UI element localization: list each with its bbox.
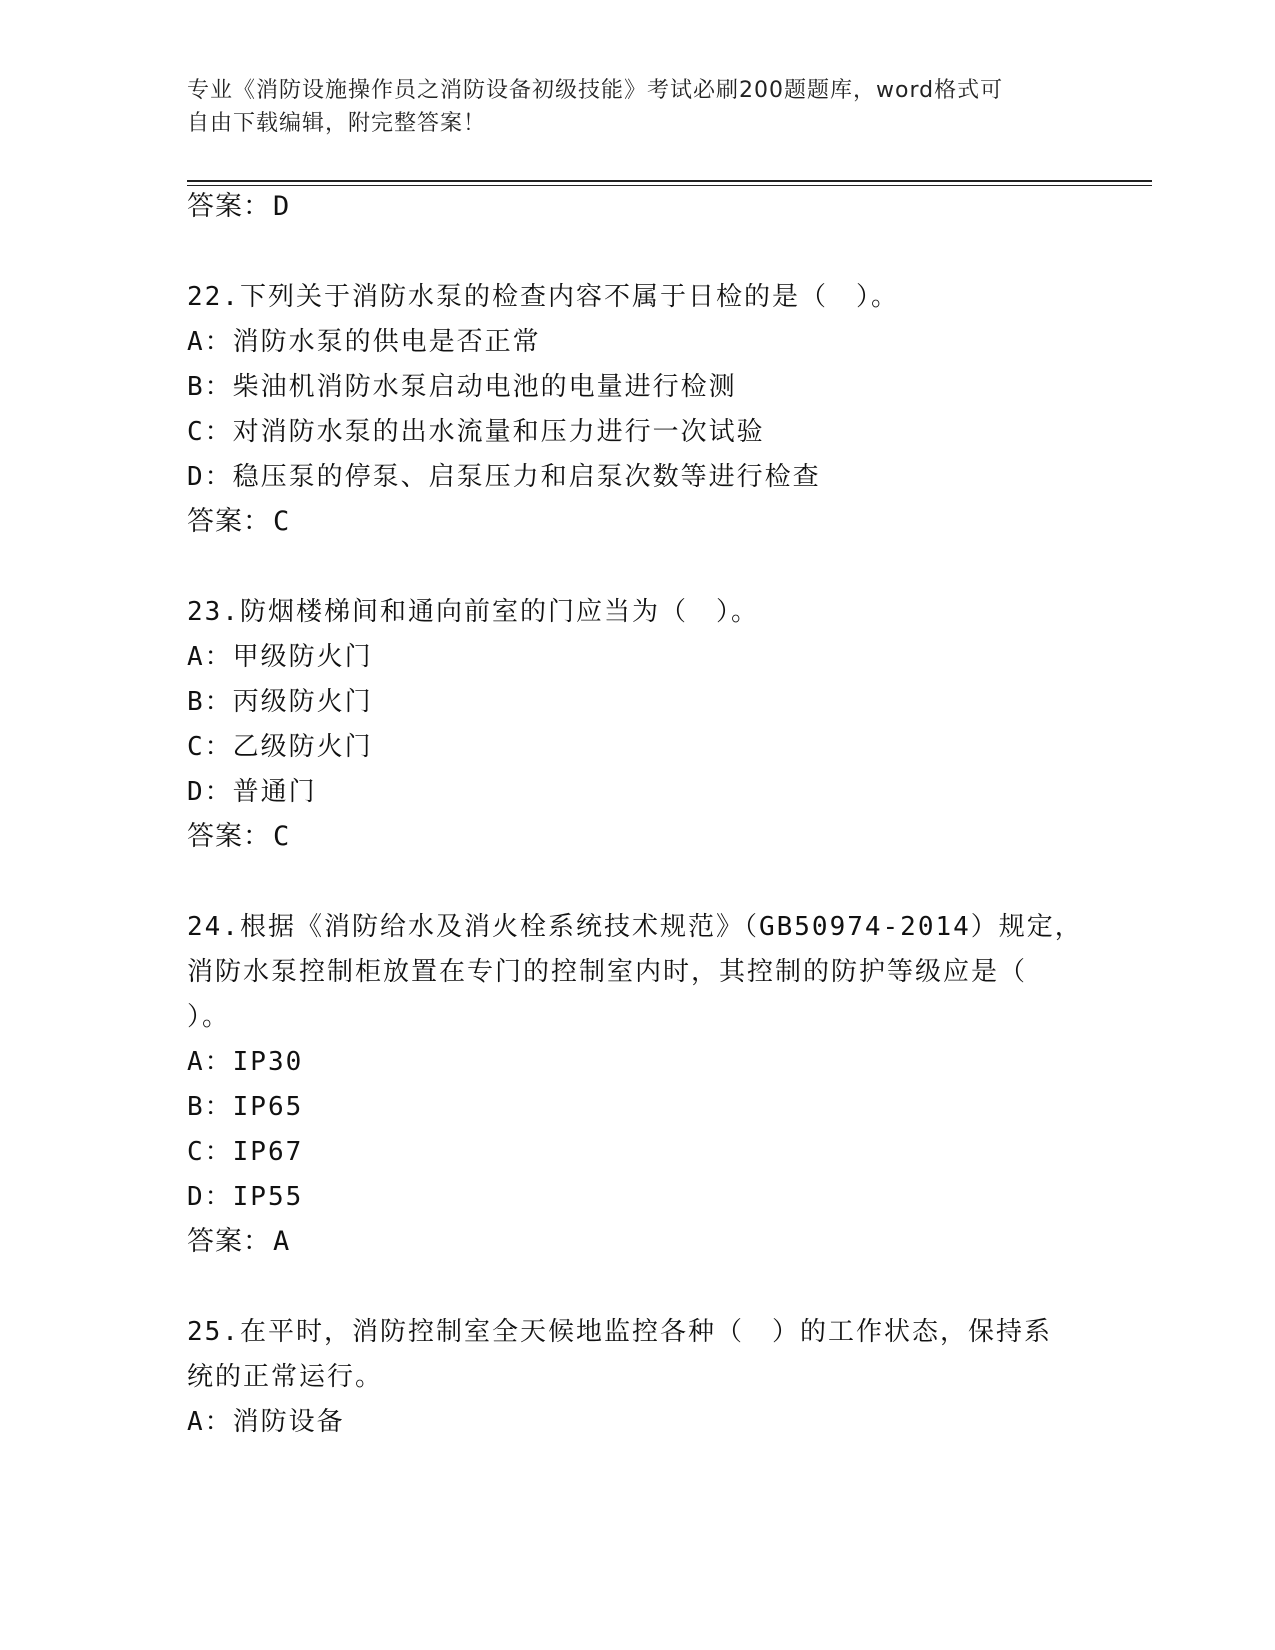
answer-q24 [187, 1225, 290, 1259]
question-25-text-line-2: 统的正常运行。 [187, 1362, 384, 1392]
question-24-text-line-2: 消防水泵控制柜放置在专门的控制室内时，其控制的防护等级应是（ [187, 957, 1028, 987]
question-25-option-a: A：消防设备 [187, 1407, 345, 1437]
question-23-option-a: A：甲级防火门 [187, 642, 373, 672]
answer-value: C [273, 821, 291, 852]
question-24-option-c: C：IP67 [187, 1137, 304, 1167]
question-23-text: 23.防烟楼梯间和通向前室的门应当为（ ）。 [187, 597, 759, 627]
header-divider-thick [187, 180, 1152, 182]
question-24-text-line-1: 24.根据《消防给水及消火栓系统技术规范》（GB50974-2014）规定， [187, 912, 1083, 942]
question-23-option-b: B：丙级防火门 [187, 687, 373, 717]
question-23-option-d: D：普通门 [187, 777, 317, 807]
question-25-text-line-1: 25.在平时，消防控制室全天候地监控各种（ ）的工作状态，保持系 [187, 1317, 1052, 1347]
answer-label: 答案： [187, 1226, 271, 1257]
document-header [187, 74, 1067, 140]
question-24-option-d: D：IP55 [187, 1182, 304, 1212]
answer-label: 答案： [187, 191, 271, 222]
answer-q22 [187, 505, 290, 539]
question-23-option-c: C：乙级防火门 [187, 732, 373, 762]
question-24-text-line-3: ）。 [187, 1002, 231, 1032]
question-22-text: 22.下列关于消防水泵的检查内容不属于日检的是（ ）。 [187, 282, 899, 312]
answer-value: C [273, 506, 291, 537]
answer-label: 答案： [187, 506, 271, 537]
question-22-option-b: B：柴油机消防水泵启动电池的电量进行检测 [187, 372, 737, 402]
header-line-1: 专业《消防设施操作员之消防设备初级技能》考试必刷200题题库，word格式可 [187, 78, 1004, 103]
answer-q21 [187, 190, 290, 224]
question-24-option-a: A：IP30 [187, 1047, 304, 1077]
answer-value: D [273, 191, 291, 222]
answer-label: 答案： [187, 821, 271, 852]
answer-value: A [273, 1226, 291, 1257]
question-24-option-b: B：IP65 [187, 1092, 304, 1122]
answer-q23 [187, 820, 290, 854]
header-line-2: 自由下载编辑，附完整答案！ [187, 111, 487, 136]
question-22-option-c: C：对消防水泵的出水流量和压力进行一次试验 [187, 417, 765, 447]
question-22-option-a: A：消防水泵的供电是否正常 [187, 327, 541, 357]
header-divider-thin [187, 185, 1152, 186]
question-22-option-d: D：稳压泵的停泵、启泵压力和启泵次数等进行检查 [187, 462, 821, 492]
